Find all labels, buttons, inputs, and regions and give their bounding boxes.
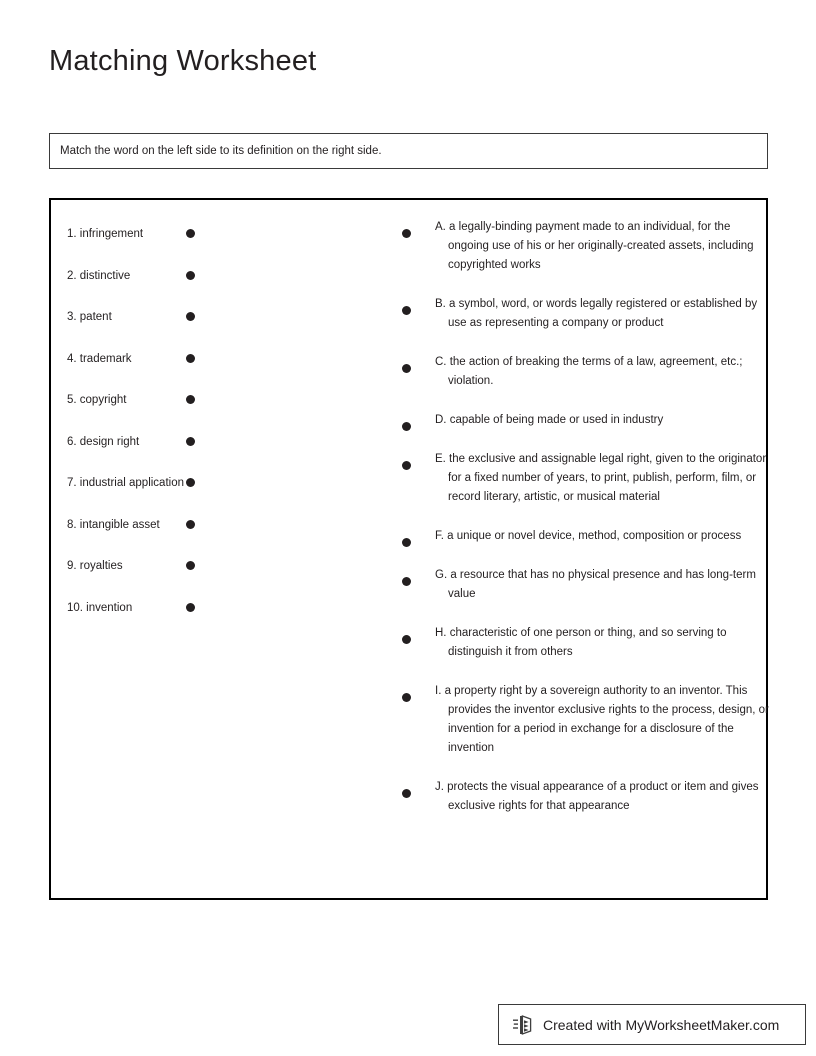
term-row bbox=[51, 384, 381, 426]
term-row bbox=[51, 426, 381, 468]
footer-attribution-badge[interactable] bbox=[498, 1004, 806, 1045]
term-row bbox=[51, 550, 381, 592]
definition-row bbox=[396, 353, 768, 391]
matching-exercise-box bbox=[49, 198, 768, 900]
definition-row bbox=[396, 411, 768, 430]
term-row bbox=[51, 592, 381, 634]
term-label: 10. invention bbox=[67, 601, 133, 614]
term-row bbox=[51, 218, 381, 260]
instructions-box bbox=[49, 133, 768, 169]
term-bullet[interactable] bbox=[186, 312, 195, 321]
definition-bullet[interactable] bbox=[402, 461, 411, 470]
definition-bullet[interactable] bbox=[402, 306, 411, 315]
definition-bullet[interactable] bbox=[402, 364, 411, 373]
term-label: 6. design right bbox=[67, 435, 140, 448]
term-bullet[interactable] bbox=[186, 437, 195, 446]
definition-text: H. characteristic of one person or thing, and so serving to distinguish it from others bbox=[435, 627, 727, 658]
term-row bbox=[51, 260, 381, 302]
definition-bullet[interactable] bbox=[402, 229, 411, 238]
definition-text: G. a resource that has no physical presence and has long-term value bbox=[435, 569, 756, 600]
term-label: 3. patent bbox=[67, 311, 112, 323]
definition-text: D. capable of being made or used in industry bbox=[435, 414, 664, 426]
definition-row bbox=[396, 527, 768, 546]
definition-row bbox=[396, 624, 768, 662]
definition-bullet[interactable] bbox=[402, 693, 411, 702]
definition-text: I. a property right by a sovereign authority to an inventor. This provides the inventor exclusive rights to the process, design, or invention for a period in exchange for a disclosure of the invention bbox=[435, 685, 769, 754]
definition-bullet[interactable] bbox=[402, 789, 411, 798]
definition-text: E. the exclusive and assignable legal right, given to the originator for a fixed number of years, to print, publish, perform, film, or record literary, artistic, or musical material bbox=[435, 453, 767, 503]
term-bullet[interactable] bbox=[186, 229, 195, 238]
footer-text: Created with MyWorksheetMaker.com bbox=[543, 1016, 780, 1033]
term-bullet[interactable] bbox=[186, 354, 195, 363]
definition-bullet[interactable] bbox=[402, 538, 411, 547]
term-label: 7. industrial application bbox=[67, 477, 184, 489]
term-label: 5. copyright bbox=[67, 394, 127, 406]
term-bullet[interactable] bbox=[186, 603, 195, 612]
definition-row bbox=[396, 218, 768, 275]
page-title: Matching Worksheet bbox=[49, 45, 317, 77]
term-bullet[interactable] bbox=[186, 520, 195, 529]
definition-text: C. the action of breaking the terms of a law, agreement, etc.; violation. bbox=[435, 356, 743, 387]
definition-row bbox=[396, 566, 768, 604]
definition-bullet[interactable] bbox=[402, 635, 411, 644]
definition-bullet[interactable] bbox=[402, 577, 411, 586]
instructions-text: Match the word on the left side to its definition on the right side. bbox=[60, 144, 382, 157]
term-row bbox=[51, 343, 381, 385]
definition-bullet[interactable] bbox=[402, 422, 411, 431]
term-bullet[interactable] bbox=[186, 478, 195, 487]
definition-text: F. a unique or novel device, method, composition or process bbox=[435, 530, 742, 542]
term-label: 1. infringement bbox=[67, 228, 144, 240]
term-label: 9. royalties bbox=[67, 560, 123, 572]
definition-row bbox=[396, 682, 768, 758]
term-row bbox=[51, 467, 381, 509]
worksheet-maker-logo-icon bbox=[513, 1013, 535, 1037]
term-label: 8. intangible asset bbox=[67, 518, 160, 531]
definition-text: J. protects the visual appearance of a product or item and gives exclusive rights for that appearance bbox=[435, 781, 759, 812]
term-label: 2. distinctive bbox=[67, 269, 131, 282]
definition-text: A. a legally-binding payment made to an individual, for the ongoing use of his or her originally-created assets, including copyrighted works bbox=[435, 221, 754, 271]
term-row bbox=[51, 509, 381, 551]
definition-row bbox=[396, 295, 768, 333]
term-row bbox=[51, 301, 381, 343]
term-bullet[interactable] bbox=[186, 561, 195, 570]
term-bullet[interactable] bbox=[186, 271, 195, 280]
definition-row bbox=[396, 778, 768, 816]
definition-text: B. a symbol, word, or words legally registered or established by use as representing a company or product bbox=[435, 298, 758, 329]
definition-row bbox=[396, 450, 768, 507]
definitions-column bbox=[396, 200, 768, 836]
term-bullet[interactable] bbox=[186, 395, 195, 404]
terms-column bbox=[51, 200, 381, 633]
term-label: 4. trademark bbox=[67, 352, 132, 365]
matching-columns bbox=[51, 200, 769, 898]
